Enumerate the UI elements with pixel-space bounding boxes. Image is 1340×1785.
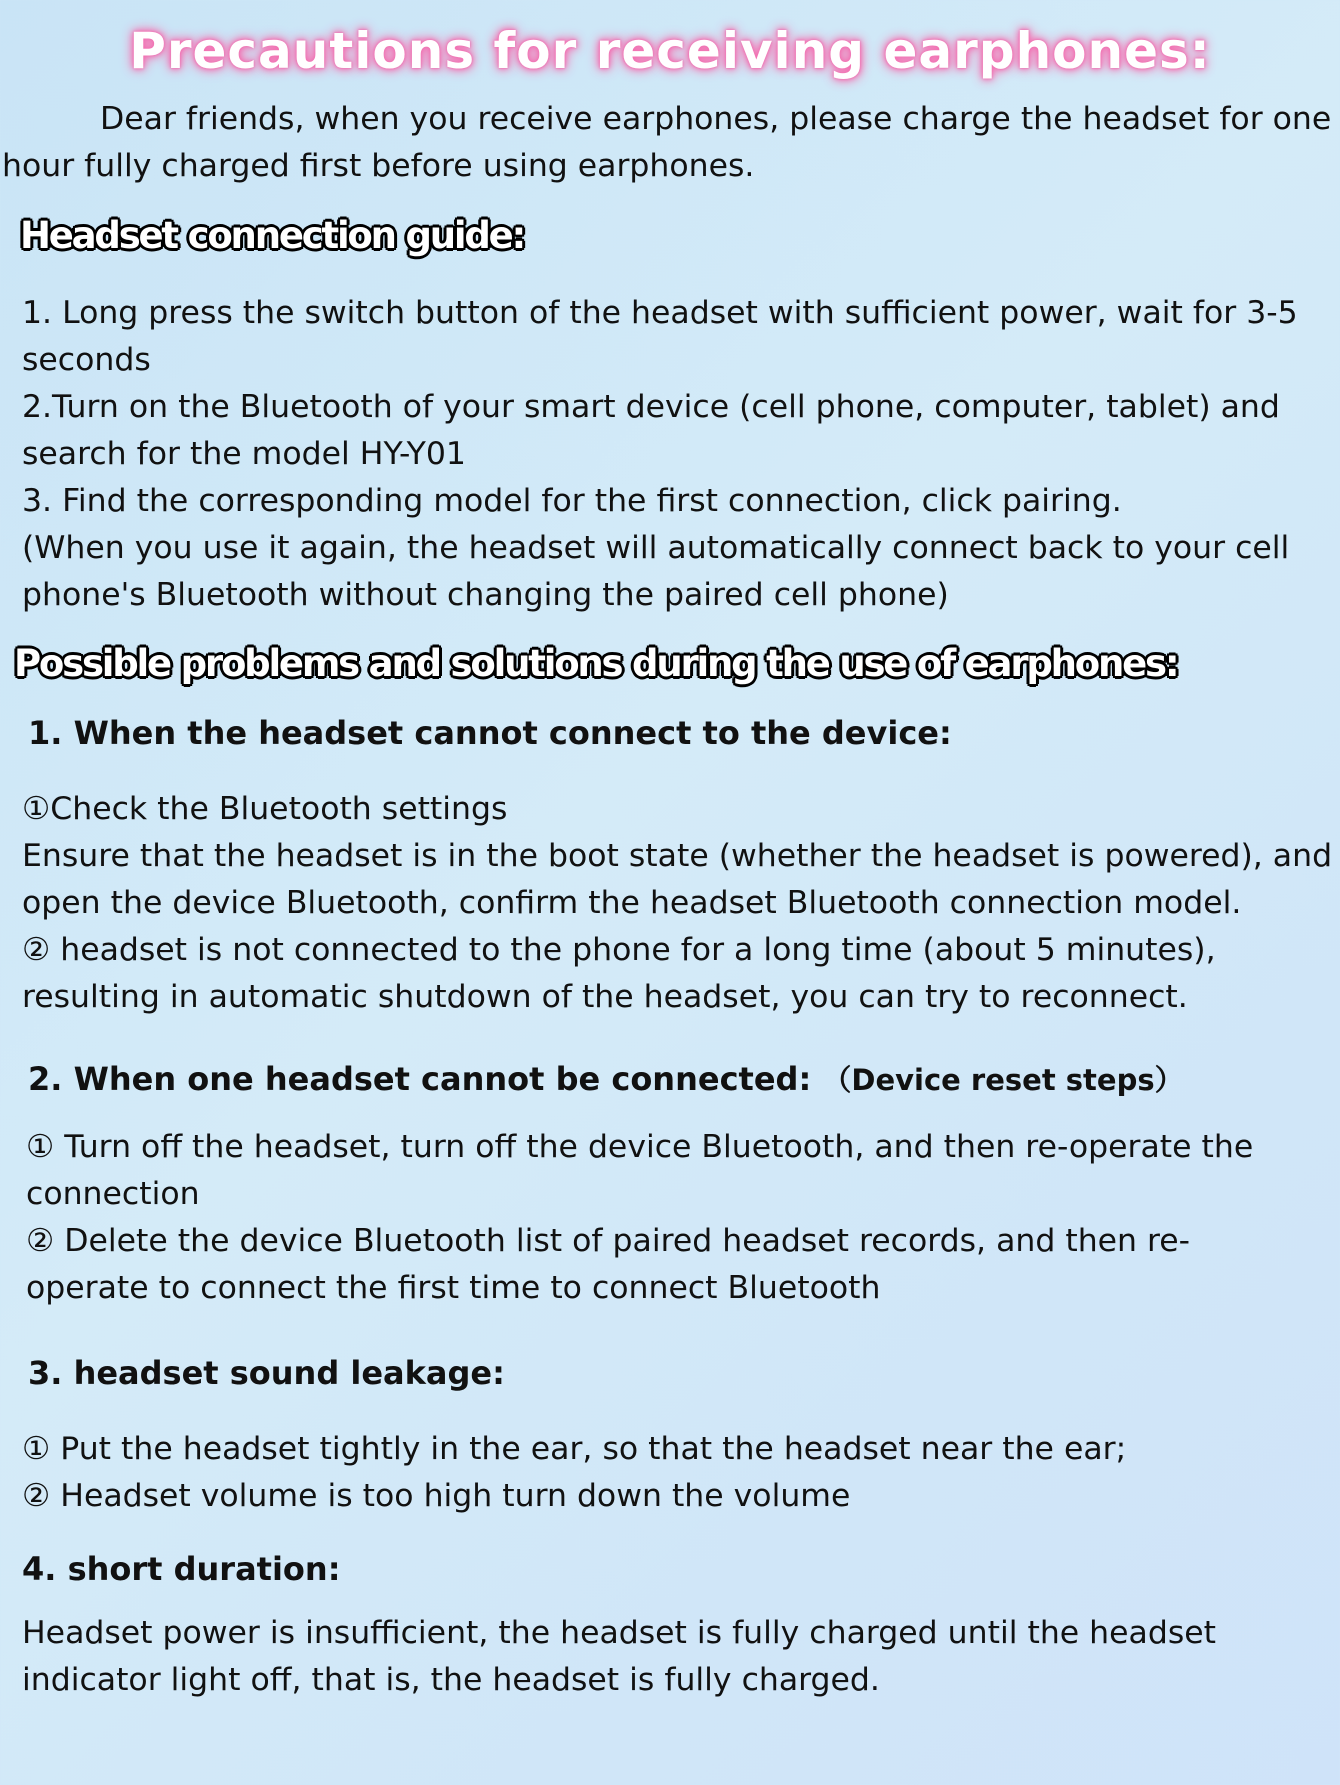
problem-2-title-text: 2. When one headset cannot be connected: <box>28 1060 812 1098</box>
problem-2-line-1: ① Turn off the headset, turn off the device Bluetooth, and then re-operate the connection <box>26 1129 1254 1212</box>
guide-step-1: 1. Long press the switch button of the headset with sufficient power, wait for 3-5 seconds <box>22 295 1298 378</box>
problem-1-line-1: ①Check the Bluetooth settings <box>22 791 508 827</box>
connection-guide-heading: Headset connection guide: <box>20 214 525 257</box>
problem-1-line-2: Ensure that the headset is in the boot state (whether the headset is powered), and open the device Bluetooth, confirm the headset Bluetooth connection model. <box>22 838 1333 921</box>
problem-4-title: 4. short duration: <box>22 1550 341 1588</box>
problem-2-note: （Device reset steps） <box>822 1063 1184 1097</box>
problem-3-line-2: ② Headset volume is too high turn down the volume <box>22 1478 851 1514</box>
connection-guide-steps <box>22 290 1322 619</box>
problem-1-solutions <box>22 786 1340 1021</box>
problem-1-title: 1. When the headset cannot connect to the device: <box>28 714 952 752</box>
problem-3-line-1: ① Put the headset tightly in the ear, so that the headset near the ear; <box>22 1431 1127 1467</box>
intro-paragraph: Dear friends, when you receive earphones, please charge the headset for one hour fully charged first before using earphones. <box>2 101 1332 184</box>
problem-4-line-1: Headset power is insufficient, the headset is fully charged until the headset indicator light off, that is, the headset is fully charged. <box>22 1615 1216 1698</box>
problem-3-title: 3. headset sound leakage: <box>28 1354 505 1392</box>
problem-1-line-3: ② headset is not connected to the phone for a long time (about 5 minutes), resulting in automatic shutdown of the headset, you can try to reconnect. <box>22 932 1216 1015</box>
page-title: Precautions for receiving earphones: <box>129 22 1211 80</box>
problem-2-title <box>28 1056 1184 1104</box>
problem-3-solutions <box>22 1426 1322 1520</box>
problem-4-solutions <box>22 1610 1312 1704</box>
guide-note: (When you use it again, the headset will automatically connect back to your cell phone's Bluetooth without changing the paired cell phone) <box>22 530 1290 613</box>
guide-step-2: 2.Turn on the Bluetooth of your smart device (cell phone, computer, tablet) and search for the model HY-Y01 <box>22 389 1280 472</box>
problem-2-solutions <box>26 1124 1296 1312</box>
problem-2-line-2: ② Delete the device Bluetooth list of paired headset records, and then re-operate to connect the first time to connect Bluetooth <box>26 1223 1191 1306</box>
guide-step-3: 3. Find the corresponding model for the first connection, click pairing. <box>22 483 1122 519</box>
problems-heading: Possible problems and solutions during the use of earphones: <box>14 642 1178 685</box>
